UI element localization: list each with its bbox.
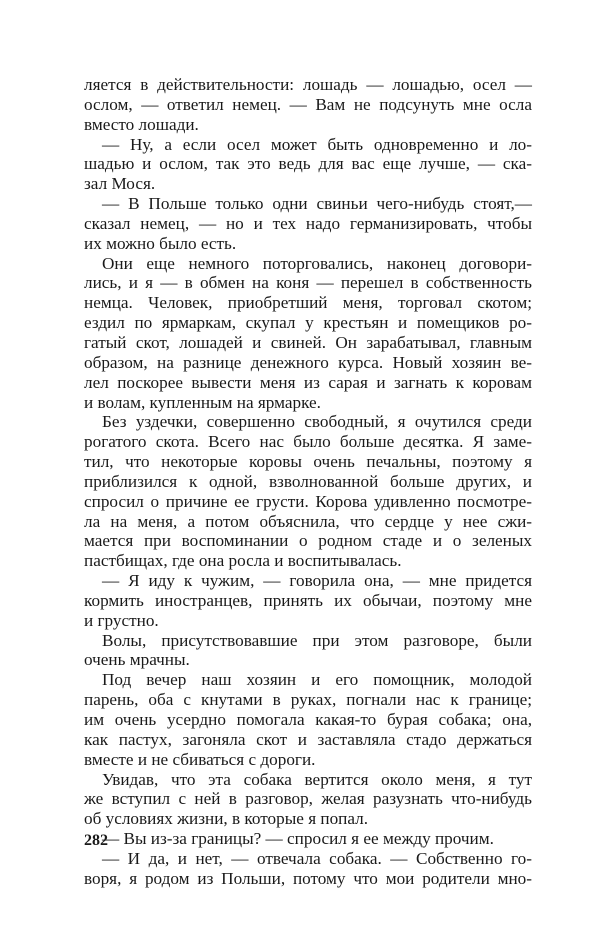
text-line: ездил по ярмаркам, скупал у крестьян и помещиков ро-	[84, 313, 532, 333]
text-line: ослом, — ответил немец. — Вам не подсунуть мне осла	[84, 94, 532, 114]
text-line: ляется в действительности: лошадь — лошадью, осел —	[84, 75, 532, 94]
text-line: — Вы из-за границы? — спросил я ее между прочим.	[102, 829, 494, 849]
paragraph	[84, 254, 532, 413]
text-line: гатый скот, лошадей и свиней. Он зарабатывал, главным	[84, 332, 532, 352]
text-line: — Ну, а если осел может быть одновременно и ло-	[102, 134, 532, 154]
text-line: воря, я родом из Польши, потому что мои родители мно-	[84, 868, 532, 888]
text-line: лел поскорее вывести меня из сарая и загнать к коровам	[84, 372, 532, 392]
text-line: Они еще немного поторговались, наконец договори-	[102, 253, 532, 273]
text-line: как пастух, загоняла скот и заставляла стадо держаться	[84, 729, 532, 749]
text-line: Волы, присутствовавшие при этом разговоре, были	[102, 630, 532, 650]
paragraph	[84, 571, 532, 631]
text-line: лись, и я — в обмен на коня — перешел в собственность	[84, 273, 532, 293]
text-line: — И да, и нет, — отвечала собака. — Собственно го-	[102, 848, 532, 868]
text-line: им очень усердно помогала какая-то бурая собака; она,	[84, 710, 532, 729]
text-line: спросил о причине ее грусти. Корова удивленно посмотре-	[84, 491, 532, 511]
text-line: немца. Человек, приобретший меня, торговал скотом;	[84, 293, 532, 313]
text-line: Под вечер наш хозяин и его помощник, молодой	[102, 670, 532, 690]
text-line: парень, оба с кнутами в руках, погнали нас к границе;	[84, 690, 532, 710]
paragraph	[84, 849, 532, 889]
text-line: их можно было есть.	[84, 233, 237, 253]
text-line: и грустно.	[84, 610, 159, 630]
paragraph	[84, 670, 532, 769]
paragraph	[84, 194, 532, 254]
text-line: вместо лошади.	[84, 114, 199, 134]
text-line: рогатого скота. Всего нас было больше десятка. Я заме-	[84, 432, 532, 452]
text-line: Без уздечки, совершенно свободный, я очутился среди	[102, 412, 532, 432]
text-line: об условиях жизни, в которые я попал.	[84, 809, 369, 829]
text-line: же вступил с ней в разговор, желая разузнать что-нибудь	[84, 789, 532, 809]
text-line: приблизился к одной, взволнованной больше других, и	[84, 471, 532, 491]
paragraph	[84, 412, 532, 571]
paragraph	[84, 770, 532, 830]
book-page-text	[84, 75, 532, 889]
paragraph	[84, 75, 532, 135]
paragraph	[84, 135, 532, 195]
text-line: шадью и ослом, так это ведь для вас еще лучше, — ска-	[84, 154, 532, 174]
text-line: вместе и не сбиваться с дороги.	[84, 749, 316, 769]
text-line: тил, что некоторые коровы очень печальны, поэтому я	[84, 452, 532, 472]
text-line: — Я иду к чужим, — говорила она, — мне придется	[102, 571, 532, 591]
text-line: — В Польше только одни свиньи чего-нибудь стоят,—	[102, 194, 532, 214]
paragraph	[84, 829, 532, 849]
text-line: ла на меня, а потом объяснила, что сердце у нее сжи-	[84, 511, 532, 531]
text-line: Увидав, что эта собака вертится около меня, я тут	[102, 769, 532, 789]
text-line: пастбищах, где она росла и воспитывалась.	[84, 551, 402, 571]
text-line: очень мрачны.	[84, 650, 190, 670]
text-line: и волам, купленным на ярмарке.	[84, 392, 321, 412]
paragraph	[84, 631, 532, 671]
page-number: 282	[84, 832, 108, 849]
text-line: кормить иностранцев, принять их обычаи, поэтому мне	[84, 590, 532, 610]
text-line: сказал немец, — но и тех надо германизировать, чтобы	[84, 213, 532, 233]
text-line: мается при воспоминании о родном стаде и о зеленых	[84, 531, 532, 551]
text-line: образом, на разнице денежного курса. Новый хозяин ве-	[84, 352, 532, 372]
text-line: зал Мося.	[84, 174, 156, 194]
